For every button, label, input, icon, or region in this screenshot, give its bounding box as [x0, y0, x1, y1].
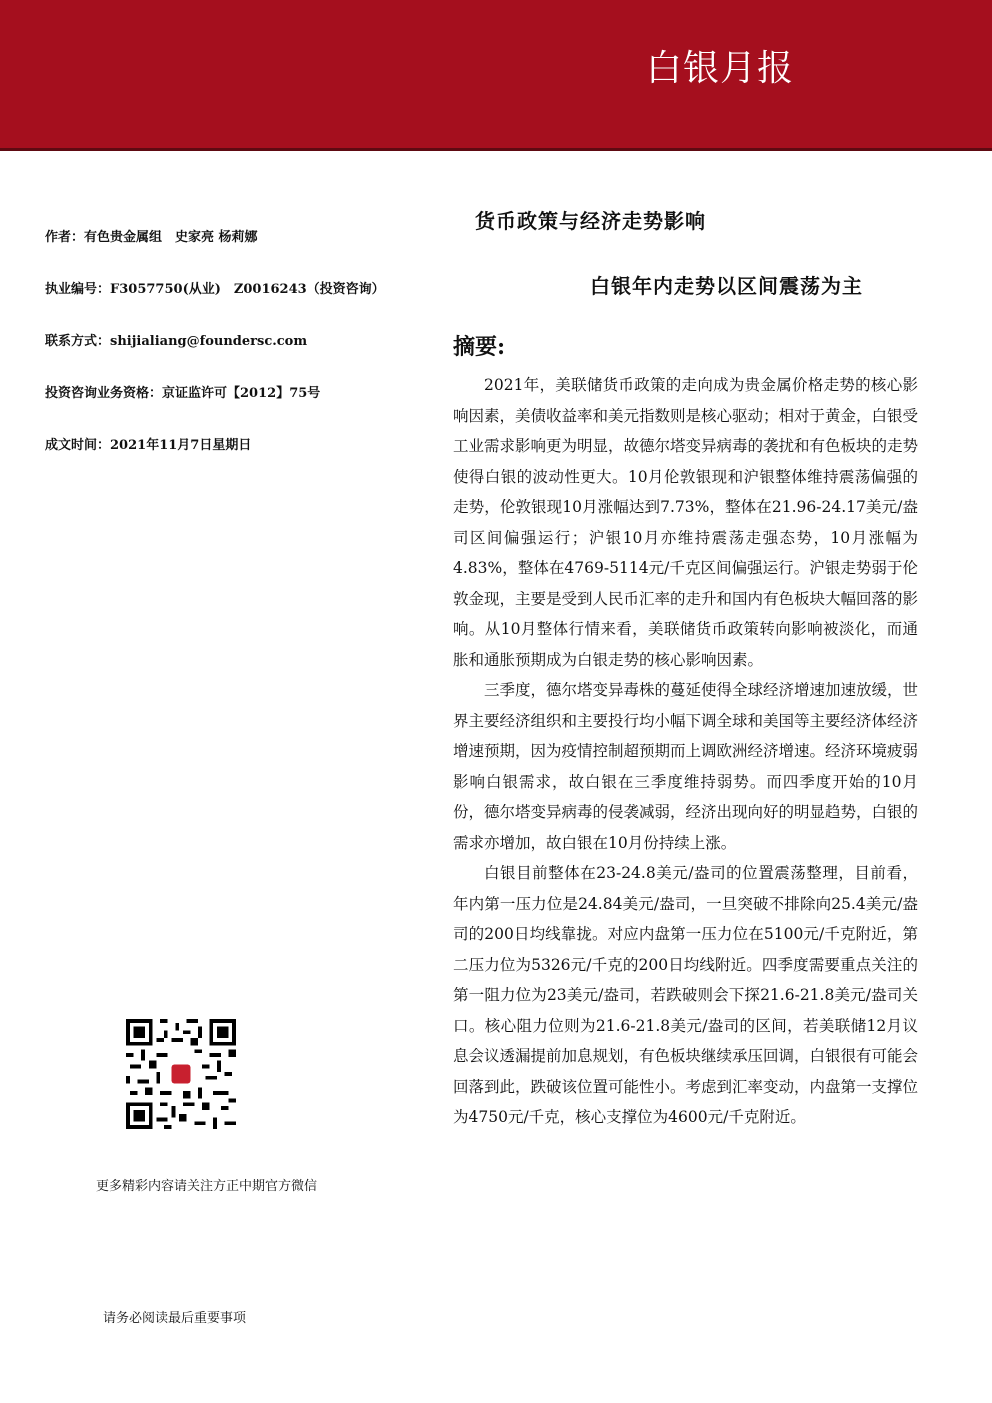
- report-main-title: 货币政策与经济走势影响: [475, 209, 706, 233]
- license-label: 执业编号：: [45, 282, 111, 297]
- abstract-body: [453, 370, 918, 1133]
- important-notice: 请务必阅读最后重要事项: [103, 1311, 247, 1326]
- date-label: 成文时间：: [45, 438, 111, 453]
- header-banner: [0, 0, 992, 148]
- header-divider: [0, 148, 992, 151]
- qr-logo-icon: [172, 1065, 191, 1084]
- date-value: 2021年11月7日星期日: [110, 438, 252, 453]
- abstract-paragraph: 三季度，德尔塔变异毒株的蔓延使得全球经济增速加速放缓，世界主要经济组织和主要投行均小幅下调全球和美国等主要经济体经济增速预期，因为疫情控制超预期而上调欧洲经济增速。经济环境疲弱影响白银需求，故白银在三季度维持弱势。而四季度开始的10月份，德尔塔变异病毒的侵袭减弱，经济出现向好的明显趋势，白银的需求亦增加，故白银在10月份持续上涨。: [453, 681, 919, 852]
- report-sub-title: 白银年内走势以区间震荡为主: [590, 274, 863, 298]
- abstract-paragraph: 白银目前整体在23-24.8美元/盎司的位置震荡整理，目前看，年内第一压力位是24.84美元/盎司，一旦突破不排除向25.4美元/盎司的200日均线靠拢。对应内盘第一压力位在5100元/千克附近，第二压力位为5326元/千克的200日均线附近。四季度需要重点关注的第一阻力位为23美元/盎司，若跌破则会下探21.6-21.8美元/盎司关口。核心阻力位则为21.6-21.8美元/盎司的区间，若美联储12月议息会议透漏提前加息规划，有色板块继续承压回调，白银很有可能会回落到此，跌破该位置可能性小。考虑到汇率变动，内盘第一支撑位为4750元/千克，核心支撑位为4600元/千克附近。: [453, 864, 919, 1126]
- qualification-value: 京证监许可【2012】75号: [162, 386, 321, 401]
- license-line: [45, 278, 385, 297]
- qualification-label: 投资咨询业务资格：: [45, 386, 163, 401]
- date-line: [45, 434, 251, 453]
- contact-line: [45, 330, 307, 349]
- report-title: 白银月报: [646, 48, 795, 89]
- abstract-heading: 摘要:: [453, 334, 506, 360]
- author-line: [45, 226, 258, 245]
- author-label: 作者：: [45, 230, 85, 245]
- license-value: F3057750(从业) Z0016243（投资咨询）: [110, 282, 385, 297]
- qualification-line: [45, 382, 320, 401]
- abstract-paragraph: 2021年，美联储货币政策的走向成为贵金属价格走势的核心影响因素，美债收益率和美元指数则是核心驱动；相对于黄金，白银受工业需求影响更为明显，故德尔塔变异病毒的袭扰和有色板块的走势使得白银的波动性更大。10月伦敦银现和沪银整体维持震荡偏强的走势，伦敦银现10月涨幅达到7.73%，整体在21.96-24.17美元/盎司区间偏强运行；沪银10月亦维持震荡走强态势，10月涨幅为4.83%，整体在4769-5114元/千克区间偏强运行。沪银走势弱于伦敦金现，主要是受到人民币汇率的走升和国内有色板块大幅回落的影响。从10月整体行情来看，美联储货币政策转向影响被淡化，而通胀和通胀预期成为白银走势的核心影响因素。: [453, 376, 919, 669]
- author-value: 有色贵金属组 史家亮 杨莉娜: [84, 230, 258, 245]
- contact-label: 联系方式：: [45, 334, 111, 349]
- qr-caption: 更多精彩内容请关注方正中期官方微信: [96, 1179, 318, 1194]
- contact-email[interactable]: shijialiang@foundersc.com: [110, 334, 308, 349]
- wechat-qr-code[interactable]: [126, 1019, 236, 1129]
